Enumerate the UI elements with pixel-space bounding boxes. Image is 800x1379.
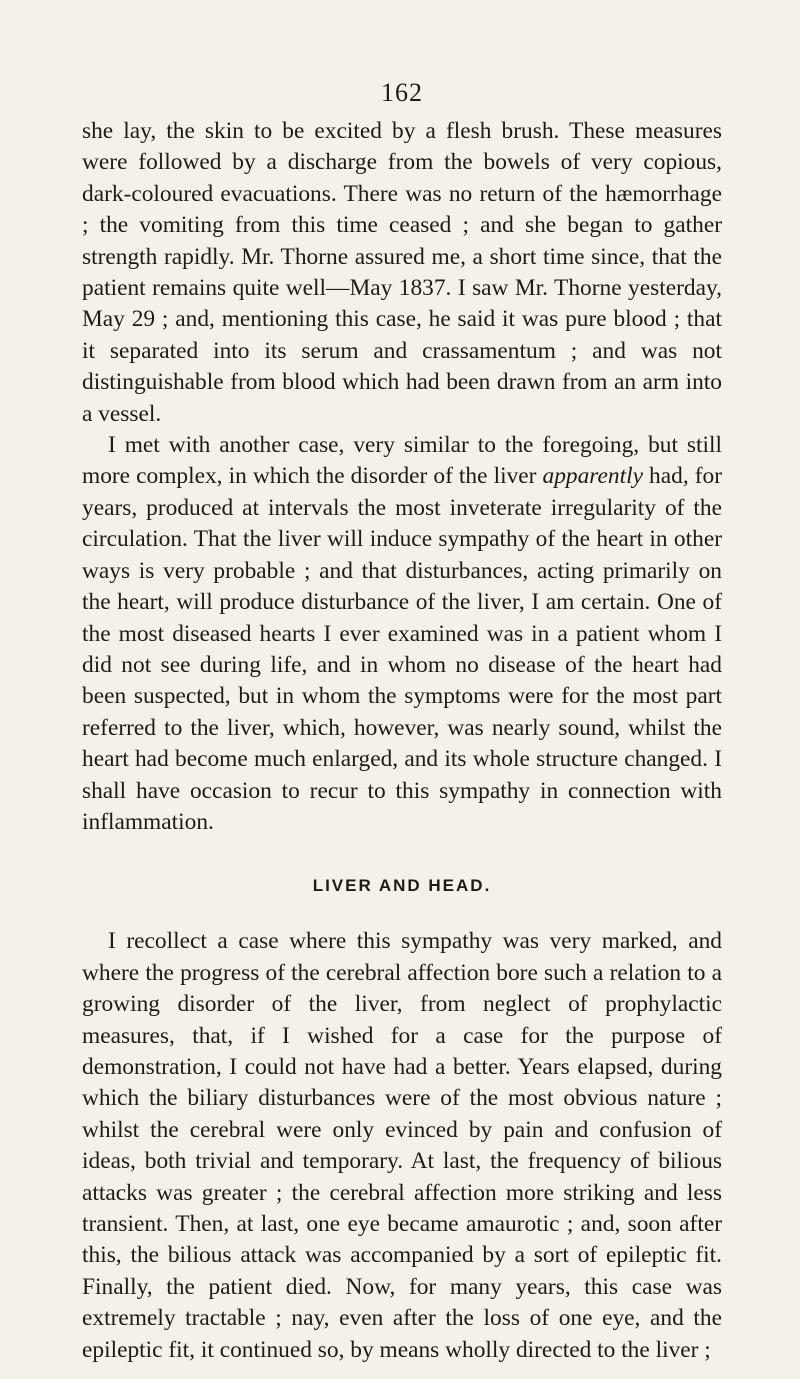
paragraph-text: had, for years, produced at intervals the most inveterate irregularity of the circulation. That the liver will induce sympathy of the heart in other ways is very probable ; and that disturbances, acting primarily on the heart, will produce disturbance of the liver, I am certain. One of the most diseased hearts I ever examined was in a patient whom I did not see during life, and in whom no disease of the heart had been suspected, but in whom the symptoms were for the most part referred to the liver, which, however, was nearly sound, whilst the heart had become much enlarged, and its whole structure changed. I shall have occasion to recur to this sympathy in connection with inflammation. bbox=[82, 463, 722, 835]
paragraph-continuation: she lay, the skin to be excited by a flesh brush. These measures were followed by a discharge from the bowels of very copious, dark-coloured evacuations. There was no return of the hæmorrhage ; the vomiting from this time ceased ; and she began to gather strength rapidly. Mr. Thorne assured me, a short time since, that the patient remains quite well—May 1837. I saw Mr. Thorne yesterday, May 29 ; and, mentioning this case, he said it was pure blood ; that it separated into its serum and crassamentum ; and was not distinguishable from blood which had been drawn from an arm into a vessel. bbox=[82, 118, 722, 427]
paragraph-another-case bbox=[82, 430, 722, 838]
paragraph-text: I met with another case, very similar to the foregoing, but still more complex, in which the disorder of the liver bbox=[82, 432, 722, 490]
paragraph-liver-and-head: I recollect a case where this sympathy was very marked, and where the progress of the cerebral affection bore such a relation to a growing disorder of the liver, from neglect of prophylactic measures, that, if I wished for a case for the purpose of demonstration, I could not have had a better. Years elapsed, during which the biliary disturbances were of the most obvious nature ; whilst the cerebral were only evinced by pain and confusion of ideas, both trivial and temporary. At last, the frequency of bilious attacks was greater ; the cerebral affection more striking and less transient. Then, at last, one eye became amaurotic ; and, soon after this, the bilious attack was accompanied by a sort of epileptic fit. Finally, the patient died. Now, for many years, this case was extremely tractable ; nay, even after the loss of one eye, and the epileptic fit, it continued so, by means wholly directed to the liver ; bbox=[82, 928, 722, 1363]
emphasis-apparently: apparently bbox=[542, 463, 643, 490]
page-number: 162 bbox=[381, 78, 423, 107]
section-heading: LIVER AND HEAD. bbox=[312, 876, 492, 896]
